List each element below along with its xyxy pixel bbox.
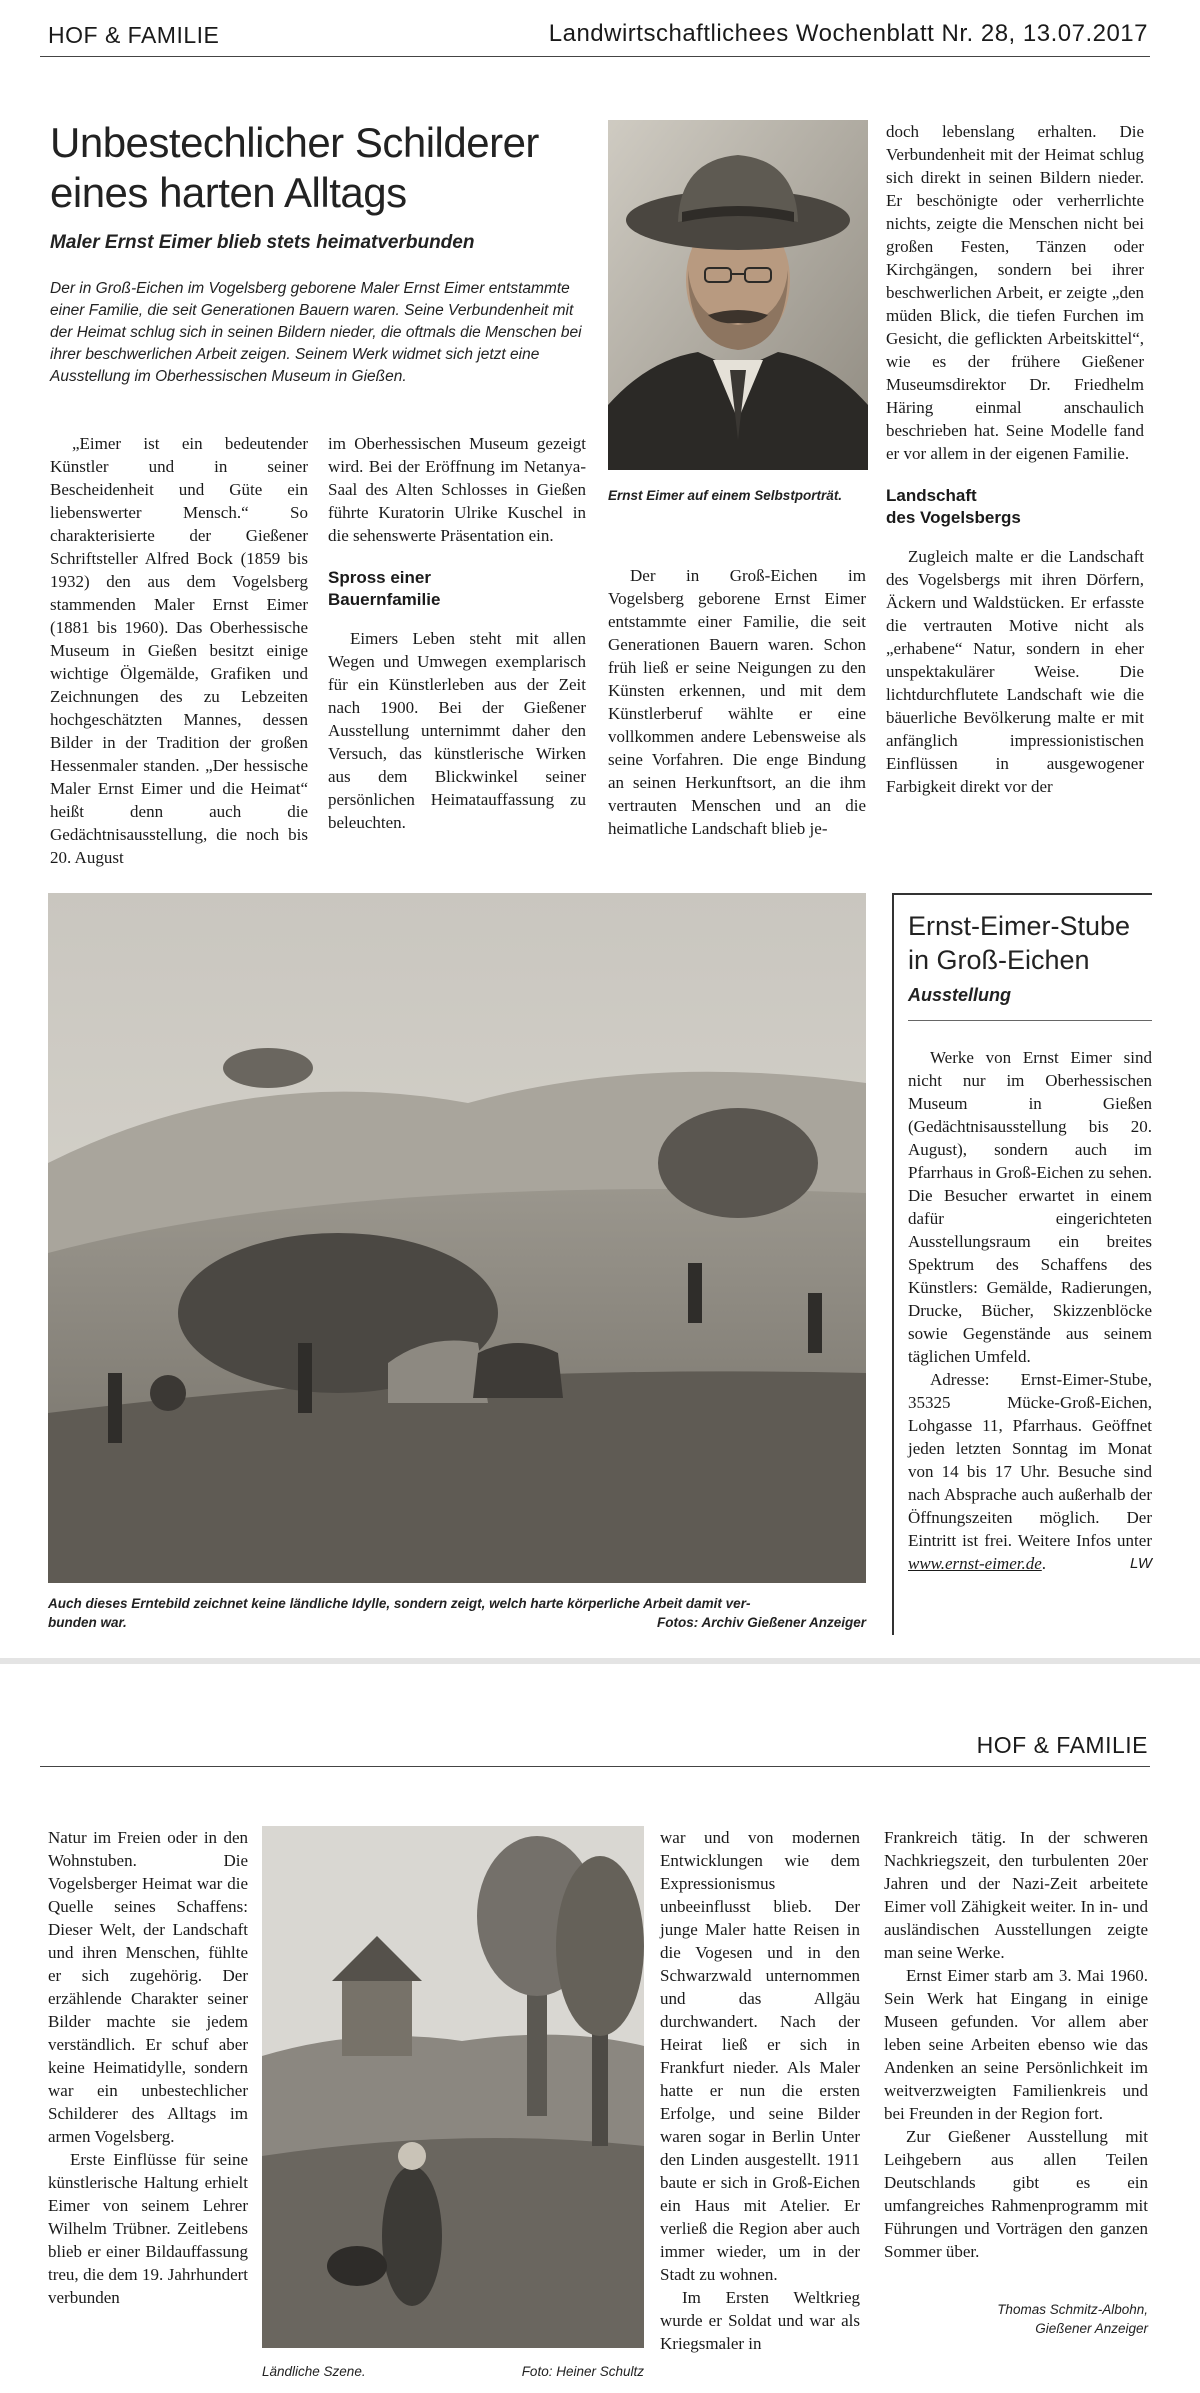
- subheading-line-2: des Vogelsbergs: [886, 508, 1021, 527]
- info-box-rule: [908, 1020, 1152, 1021]
- subheading-bauernfamilie: [328, 567, 586, 611]
- page2-column-4: [884, 1826, 1148, 2263]
- article-column-2: [328, 432, 586, 834]
- info-box-title-line-2: in Groß-Eichen: [908, 945, 1090, 975]
- column-1-text: „Eimer ist ein bedeutender Künstler und in seiner Bescheidenheit und Güte ein liebenswerter Mensch.“ So charakterisierte der Gießener Schriftsteller Alfred Bock (1859 bis 1932) den aus dem Vogelsberg stammenden Maler Ernst Eimer (1881 bis 1960). Das Oberhessische Museum in Gießen besitzt einige wichtige Ölgemälde, Grafiken und Zeichnungen des zu Lebzeiten hochgeschätzten Mannes, dessen Bilder in der Tradition der großen Hessenmaler standen. „Der hessische Maler Ernst Eimer und die Heimat“ heißt denn auch die Gedächtnisausstellung, die noch bis 20. August: [50, 434, 308, 867]
- info-box-title-line-1: Ernst-Eimer-Stube: [908, 911, 1131, 941]
- info-box: [892, 893, 1152, 1635]
- harvest-painting-image: [48, 893, 866, 1583]
- info-box-paragraph-1: Werke von Ernst Eimer sind nicht nur im Oberhessischen Museum in Gießen (Gedächtnisausstellung bis 20. August), sondern auch im Pfarrhaus in Groß-Eichen zu sehen. Die Besucher erwartet in einem dafür eingerichteten Ausstellungsraum ein breites Spektrum des Schaffens des Künstlers: Gemälde, Radierungen, Drucke, Bücher, Skizzenblöcke sowie Gegenstände aus seinem täglichen Umfeld.: [908, 1048, 1152, 1366]
- headline-line-2: eines harten Alltags: [50, 169, 407, 216]
- lead-paragraph: Der in Groß-Eichen im Vogelsberg geborene Maler Ernst Eimer entstammte einer Familie, die seit Generationen Bauern waren. Seine Verbundenheit mit der Heimat schlug sich in seinen Bildern nieder, die oftmals die Menschen bei ihrer beschwerlichen Arbeit zeigen. Seinem Werk widmet sich jetzt eine Ausstellung im Oberhessischen Museum in Gießen.: [50, 280, 582, 385]
- headline: [50, 118, 590, 218]
- info-box-period: .: [1041, 1554, 1047, 1573]
- rural-scene-caption: [262, 2362, 644, 2381]
- subheading-line-1: Landschaft: [886, 486, 977, 505]
- page2-column-4-text-2: Ernst Eimer starb am 3. Mai 1960. Sein Werk hat Eingang in einige Museen gefunden. Vor allem aber leben seine Arbeiten ebenso wie das Andenken an seine Persönlichkeit im weitverzweigten Familienkreis und bei Freunden in der Region fort.: [884, 1966, 1148, 2123]
- author-source: Gießener Anzeiger: [1035, 2321, 1148, 2336]
- page2-column-3-text-1: war und von modernen Entwicklungen wie dem Expressionismus unbeeinflusst blieb. Der junge Maler hatte Reisen in die Vogesen und in den Schwarzwald unternommen und das Allgäu durchwandert. Nach der Heirat ließ er sich in Frankfurt nieder. Als Maler hatte er nun die ersten Erfolge, und seine Bilder waren sogar in Berlin Unter den Linden ausgestellt. 1911 baute er sich in Groß-Eichen ein Haus mit Atelier. Er verließ die Region aber auch immer wieder, um in der Stadt zu wohnen.: [660, 1828, 860, 2284]
- painting-caption: [48, 1594, 866, 1632]
- portrait-drawing: [608, 120, 868, 470]
- info-box-address: Adresse: Ernst-Eimer-Stube, 35325 Mücke-Groß-Eichen, Lohgasse 11, Pfarrhaus. Geöffnet jeden letzten Sonntag im Monat von 14 bis 17 Uhr. Besuche sind nach Absprache auch außerhalb der Öffnungszeiten möglich. Der Eintritt ist frei. Weitere Infos unter: [908, 1370, 1152, 1550]
- subheadline: Maler Ernst Eimer blieb stets heimatverbunden: [50, 232, 475, 253]
- page2-column-3-text-2: Im Ersten Weltkrieg wurde er Soldat und war als Kriegsmaler in: [660, 2288, 860, 2353]
- page2-header-rule: [40, 1766, 1150, 1767]
- column-4-text-2: Zugleich malte er die Landschaft des Vogelsbergs mit ihren Dörfern, Äckern und Waldstücken. Er erfasste die vertrauten Motive nicht als „erhabene“ Natur, sondern in eher unspektakulärer Weise. Die lichtdurchflutete Landschaft wie die bäuerliche Bevölkerung malte er mit anfänglich impressionistischen Einflüssen in ausgewogener Farbigkeit direkt vor der: [886, 547, 1144, 796]
- painting-caption-line-1: Auch dieses Erntebild zeichnet keine ländliche Idylle, sondern zeigt, welch harte körperliche Arbeit damit ver-: [48, 1596, 751, 1611]
- page2-column-4-text-1: Frankreich tätig. In der schweren Nachkriegszeit, den turbulenten 20er Jahren und der Nazi-Zeit arbeitete Eimer voll Zähigkeit weiter. In in- und ausländischen Ausstellungen zeigte man seine Werke.: [884, 1828, 1148, 1962]
- painting-credit: Fotos: Archiv Gießener Anzeiger: [656, 1615, 866, 1630]
- rural-scene-image: [262, 1826, 644, 2348]
- page-separator: [0, 1658, 1200, 1664]
- article-column-3: [608, 564, 866, 840]
- portrait-caption: Ernst Eimer auf einem Selbstporträt.: [608, 488, 843, 503]
- publication-info: Landwirtschaftlichees Wochenblatt Nr. 28, 13.07.2017: [548, 20, 1148, 47]
- info-box-link[interactable]: www.ernst-eimer.de: [908, 1554, 1042, 1573]
- info-box-title: [908, 909, 1152, 977]
- info-box-text: [908, 1046, 1152, 1575]
- self-portrait-image: [608, 120, 868, 470]
- section-label: HOF & FAMILIE: [48, 22, 220, 48]
- page2-column-4-text-3: Zur Gießener Ausstellung mit Leihgebern aus allen Teilen Deutschlands gibt es ein umfangreiches Rahmenprogramm mit Führungen und Vorträgen den ganzen Sommer über.: [884, 2127, 1148, 2261]
- page2-column-1-text-2: Erste Einflüsse für seine künstlerische Haltung erhielt Eimer von seinem Lehrer Wilhelm Trübner. Zeitlebens blieb er einer Bildauffassung treu, die dem 19. Jahrhundert verbunden: [48, 2150, 248, 2307]
- info-box-subtitle: Ausstellung: [908, 985, 1012, 1005]
- subheading-line-1: Spross einer: [328, 568, 431, 587]
- article-column-4: [886, 120, 1144, 798]
- header-rule: [40, 56, 1150, 57]
- column-2-text-2: Eimers Leben steht mit allen Wegen und Umwegen exemplarisch für ein Künstlerleben aus der Zeit nach 1900. Bei der Gießener Ausstellung unternimmt daher den Versuch, das künstlerische Wirken aus dem Blickwinkel seiner persönlichen Heimatauffassung zu beleuchten.: [328, 629, 586, 832]
- article-column-1: [50, 432, 308, 869]
- author-name: Thomas Schmitz-Albohn,: [997, 2302, 1148, 2317]
- painting-caption-line-2: bunden war.: [48, 1615, 127, 1630]
- rural-scene-credit: Foto: Heiner Schultz: [521, 2364, 644, 2379]
- subheading-line-2: Bauernfamilie: [328, 590, 441, 609]
- page2-column-3: [660, 1826, 860, 2355]
- column-2-text-1: im Oberhessischen Museum gezeigt wird. Bei der Eröffnung im Netanya-Saal des Alten Schlosses in Gießen führte Kuratorin Ulrike Kuschel in die sehenswerte Präsentation ein.: [328, 434, 586, 545]
- rural-scene-drawing: [262, 1826, 644, 2348]
- page2-column-1-text-1: Natur im Freien oder in den Wohnstuben. Die Vogelsberger Heimat war die Quelle seines Schaffens: Dieser Welt, der Landschaft und ihren Menschen, fühlte er sich zugehörig. Der erzählende Charakter seiner Bilder machte sie jedem verständlich. Er schuf aber keine Heimatidylle, sondern war ein unbestechlicher Schilderer des Alltags im armen Vogelsberg.: [48, 1828, 248, 2146]
- subheading-landschaft: [886, 485, 1144, 529]
- info-box-signature: LW: [1130, 1555, 1152, 1572]
- column-4-text-1: doch lebenslang erhalten. Die Verbundenheit mit der Heimat schlug sich direkt in seinen Bildern nieder. Er beschönigte oder verherrlichte nichts, zeigte die Menschen nicht bei großen Festen, Tänzen oder Kirchgängen, sondern bei ihrer beschwerlichen Arbeit, er zeigte „den müden Blick, die tiefen Furchen im Gesicht, die geflickten Arbeitskittel“, wie es der frühere Gießener Museumsdirektor Dr. Friedhelm Häring einmal anschaulich beschrieben hat. Seine Modelle fand er vor allem in der eigenen Familie.: [886, 122, 1144, 463]
- column-3-text: Der in Groß-Eichen im Vogelsberg geborene Ernst Eimer entstammte einer Familie, die seit Generationen Bauern waren. Schon früh ließ er seine Neigungen zu den Künsten erkennen, und mit dem Künstlerberuf wählte er eine vollkommen andere Lebensweise als seine Vorfahren. Die enge Bindung an seinen Herkunftsort, an die ihm vertrauten Menschen und an die heimatliche Landschaft blieb je-: [608, 566, 866, 838]
- info-box-paragraph-2: [908, 1368, 1152, 1575]
- page2-section-label: HOF & FAMILIE: [976, 1732, 1148, 1758]
- author-credit: [884, 2300, 1148, 2338]
- harvest-painting-drawing: [48, 893, 866, 1583]
- rural-scene-caption-text: Ländliche Szene.: [262, 2364, 366, 2379]
- headline-line-1: Unbestechlicher Schilderer: [50, 119, 539, 166]
- page2-column-1: [48, 1826, 248, 2309]
